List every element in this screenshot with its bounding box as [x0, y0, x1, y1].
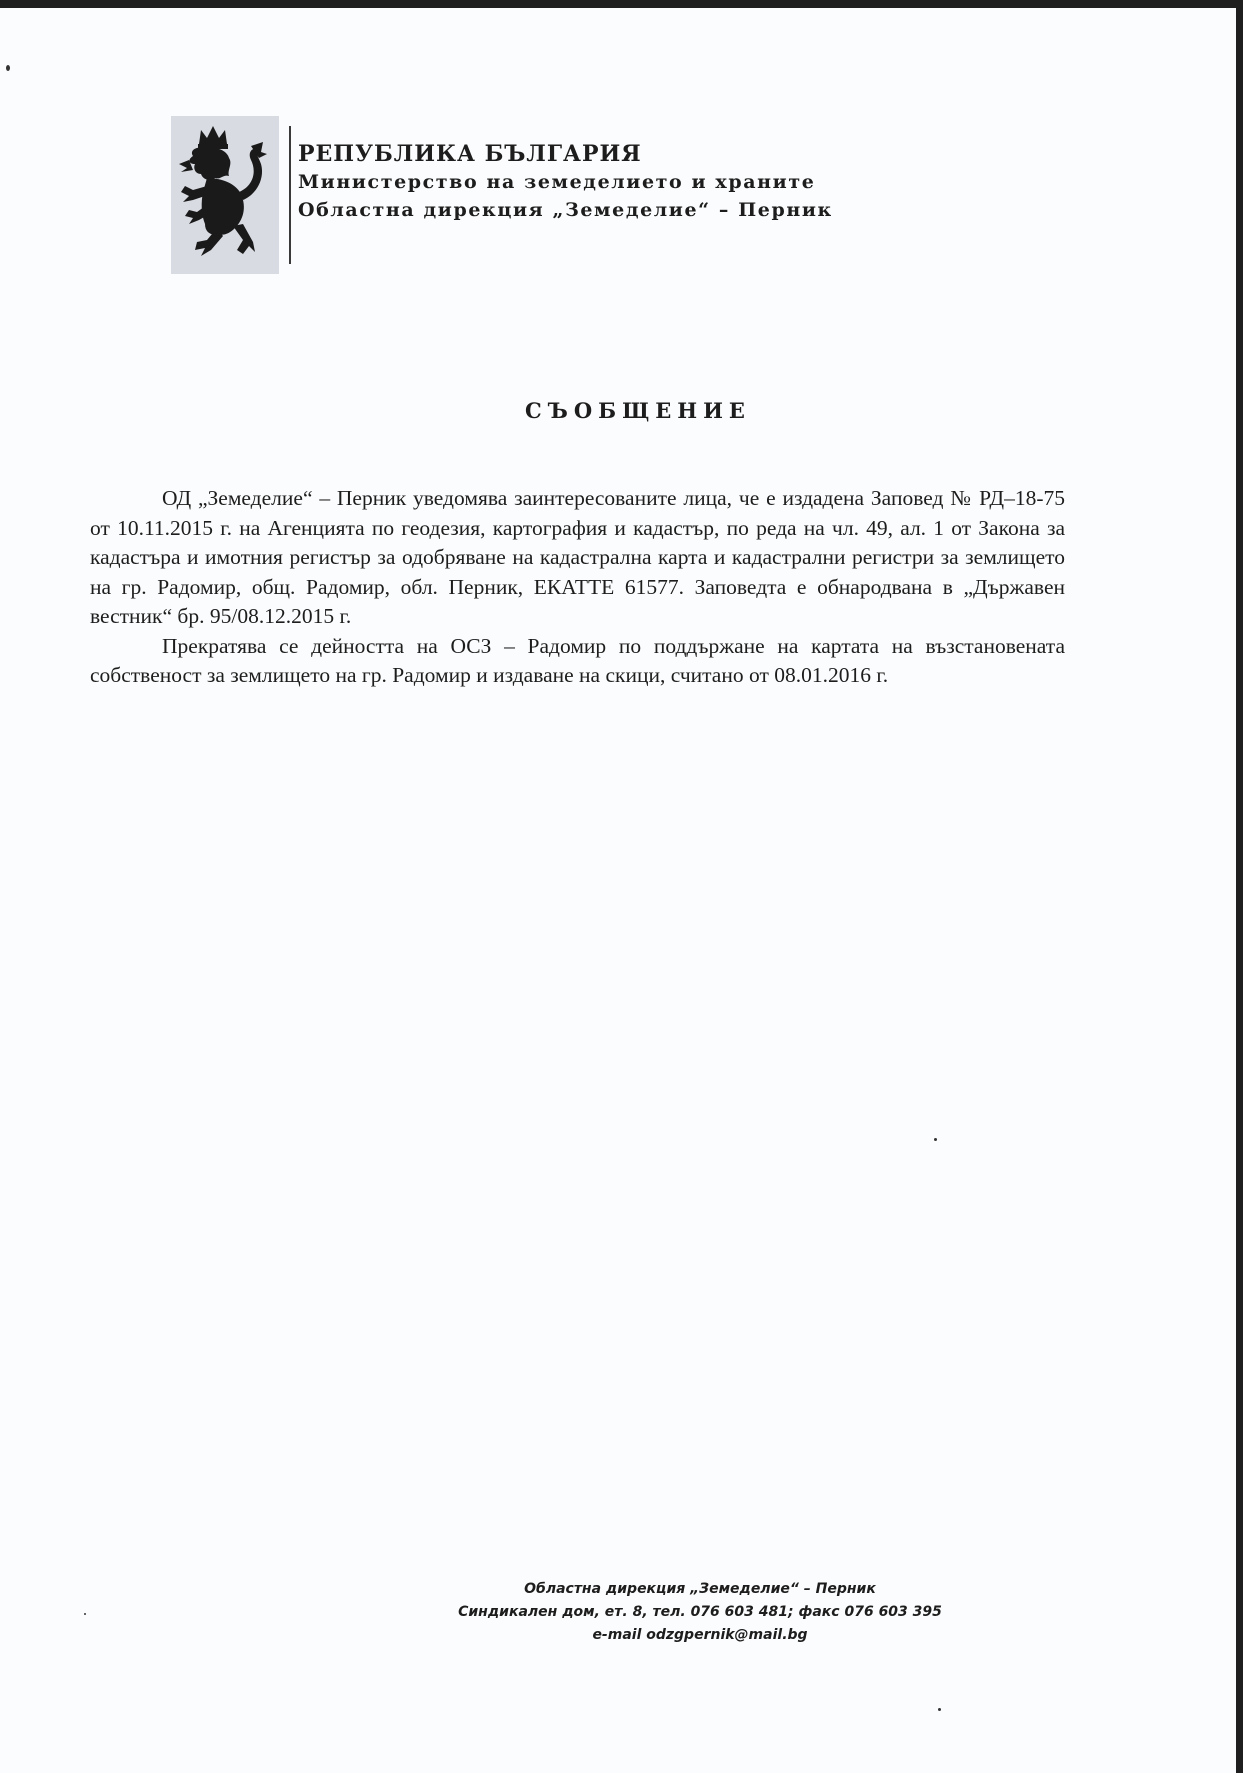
header-divider: [289, 126, 291, 264]
document-body: [90, 484, 1065, 691]
scan-speck: [84, 1613, 86, 1615]
body-paragraph: ОД „Земеделие“ – Перник уведомява заинтересованите лица, че е издадена Заповед № РД–18-75 от 10.11.2015 г. на Агенцията по геодезия, картография и кадастър, по реда на чл. 49, ал. 1 от Закона за кадастъра и имотния регистър за одобряване на кадастрална карта и кадастрални регистри за землището на гр. Радомир, общ. Радомир, обл. Перник, ЕКАТТЕ 61577. Заповедта е обнародвана в „Държавен вестник“ бр. 95/08.12.2015 г.: [90, 486, 1065, 628]
bulgarian-lion-emblem-icon: [171, 116, 279, 274]
body-paragraph: Прекратява се дейността на ОСЗ – Радомир по поддържане на картата на възстановената собственост за землището на гр. Радомир и издаване на скици, считано от 08.01.2016 г.: [90, 633, 1065, 687]
country-name: РЕПУБЛИКА БЪЛГАРИЯ: [298, 141, 642, 167]
footer-email: e-mail odzgpernik@mail.bg: [592, 1627, 808, 1643]
institution-header: [298, 140, 833, 224]
scan-speck: [6, 65, 10, 71]
directorate-name: Областна дирекция „Земеделие“ – Перник: [298, 199, 833, 221]
document-footer: [250, 1578, 1150, 1647]
emblem-logo: [171, 116, 279, 274]
footer-address: Синдикален дом, ет. 8, тел. 076 603 481; факс 076 603 395: [458, 1604, 942, 1620]
footer-directorate: Областна дирекция „Земеделие“ – Перник: [524, 1581, 876, 1597]
document-title: СЪОБЩЕНИЕ: [525, 398, 751, 423]
document-page: [0, 8, 1236, 1773]
scan-speck: [934, 1138, 937, 1141]
scan-speck: [938, 1708, 941, 1711]
ministry-name: Министерство на земеделието и храните: [298, 171, 816, 193]
